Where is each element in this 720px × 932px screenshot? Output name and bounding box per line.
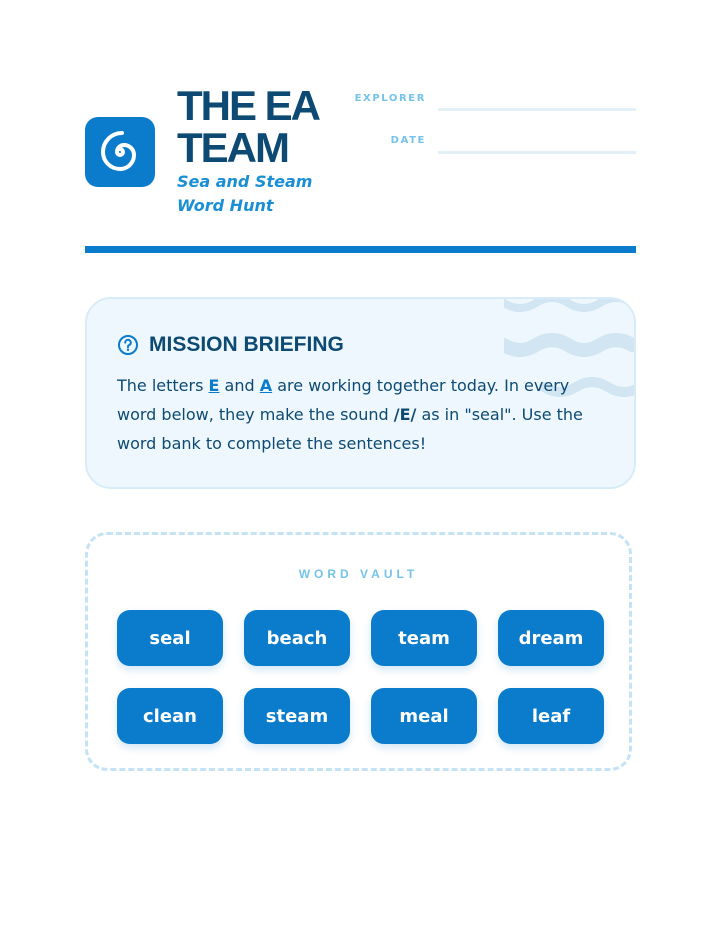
word-chip-beach[interactable]: beach xyxy=(244,610,350,666)
explorer-label: EXPLORER xyxy=(354,93,426,104)
letter-e: E xyxy=(208,376,220,395)
header-divider xyxy=(85,246,636,253)
word-chip-steam[interactable]: steam xyxy=(244,688,350,744)
explorer-field[interactable] xyxy=(438,108,636,111)
word-bank xyxy=(117,610,607,744)
logo xyxy=(85,117,155,187)
letter-a: A xyxy=(259,376,273,395)
word-chip-leaf[interactable]: leaf xyxy=(498,688,604,744)
date-field[interactable] xyxy=(438,151,636,154)
spiral-icon xyxy=(85,117,155,187)
briefing-text: The letters E and A are working together today. In every word below, they make the sound /E/ as in "seal". Use the word bank to complete the sentences! xyxy=(117,376,583,453)
word-chip-team[interactable]: team xyxy=(371,610,477,666)
word-chip-dream[interactable]: dream xyxy=(498,610,604,666)
target-sound: /E/ xyxy=(393,405,417,424)
briefing-title: MISSION BRIEFING xyxy=(149,333,344,356)
question-circle-icon xyxy=(117,334,139,356)
word-vault xyxy=(85,532,632,771)
page-subtitle: Sea and Steam Word Hunt xyxy=(177,172,313,215)
word-chip-meal[interactable]: meal xyxy=(371,688,477,744)
date-label: DATE xyxy=(390,135,426,146)
word-chip-clean[interactable]: clean xyxy=(117,688,223,744)
word-chip-seal[interactable]: seal xyxy=(117,610,223,666)
mission-briefing-panel xyxy=(85,297,636,489)
word-vault-title: WORD VAULT xyxy=(298,567,419,581)
page-title: THE EA TEAM xyxy=(177,82,318,171)
